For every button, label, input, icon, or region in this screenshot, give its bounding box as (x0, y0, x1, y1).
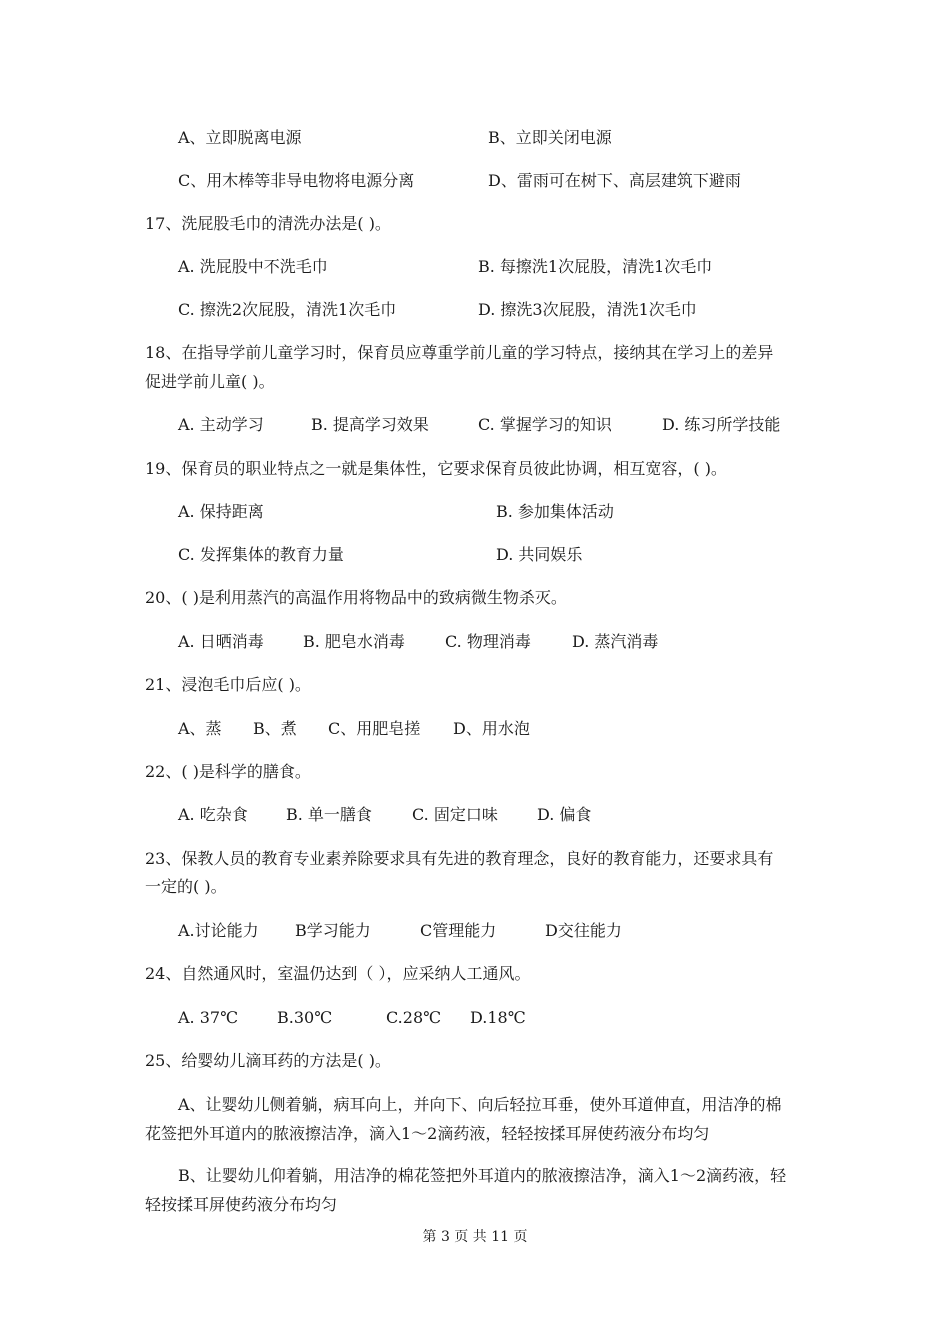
q18-stem-line1: 18、在指导学前儿童学习时，保育员应尊重学前儿童的学习特点，接纳其在学习上的差异 (145, 343, 774, 362)
q19-option-d: D. 共同娱乐 (496, 545, 583, 564)
q19-option-a: A. 保持距离 (178, 502, 264, 521)
q17-stem: 17、洗屁股毛巾的清洗办法是( )。 (145, 214, 391, 233)
q24-option-d: D.18℃ (470, 1008, 526, 1027)
q18-stem-line2: 促进学前儿童( )。 (145, 372, 275, 391)
q23-stem-line2: 一定的( )。 (145, 877, 227, 896)
q20-option-c: C. 物理消毒 (445, 632, 531, 651)
q24-option-b: B.30℃ (277, 1008, 333, 1027)
q23-option-a: A.讨论能力 (178, 921, 259, 940)
q16-option-b: B、立即关闭电源 (488, 128, 612, 147)
q25-option-a-line2: 花签把外耳道内的脓液擦洁净，滴入1～2滴药液，轻轻按揉耳屏使药液分布均匀 (145, 1124, 710, 1143)
q18-option-b: B. 提高学习效果 (311, 415, 429, 434)
q16-option-a: A、立即脱离电源 (178, 128, 302, 147)
q25-stem: 25、给婴幼儿滴耳药的方法是( )。 (145, 1051, 391, 1070)
q21-option-d: D、用水泡 (453, 719, 530, 738)
q22-option-a: A. 吃杂食 (178, 805, 248, 824)
q19-option-b: B. 参加集体活动 (496, 502, 614, 521)
q19-option-c: C. 发挥集体的教育力量 (178, 545, 344, 564)
q18-option-d: D. 练习所学技能 (662, 415, 781, 434)
q22-stem: 22、( )是科学的膳食。 (145, 762, 311, 781)
q17-option-a: A. 洗屁股中不洗毛巾 (178, 257, 328, 276)
q22-option-d: D. 偏食 (537, 805, 592, 824)
q17-option-d: D. 擦洗3次屁股，清洗1次毛巾 (478, 300, 697, 319)
q24-option-a: A. 37℃ (178, 1008, 238, 1027)
q18-option-a: A. 主动学习 (178, 415, 264, 434)
q25-option-b-line2: 轻按揉耳屏使药液分布均匀 (145, 1195, 338, 1214)
q21-option-c: C、用肥皂搓 (328, 719, 421, 738)
q21-stem: 21、浸泡毛巾后应( )。 (145, 675, 311, 694)
q16-option-c: C、用木棒等非导电物将电源分离 (178, 171, 415, 190)
q23-option-d: D交往能力 (545, 921, 622, 940)
q20-stem: 20、( )是利用蒸汽的高温作用将物品中的致病微生物杀灭。 (145, 588, 567, 607)
q18-option-c: C. 掌握学习的知识 (478, 415, 612, 434)
q20-option-a: A. 日晒消毒 (178, 632, 264, 651)
q19-stem: 19、保育员的职业特点之一就是集体性，它要求保育员彼此协调，相互宽容，( )。 (145, 459, 727, 478)
q24-option-c: C.28℃ (386, 1008, 442, 1027)
q24-stem: 24、自然通风时，室温仍达到（ ），应采纳人工通风。 (145, 964, 531, 983)
q25-option-a-line1: A、让婴幼儿侧着躺，病耳向上，并向下、向后轻拉耳垂，使外耳道伸直，用洁净的棉 (178, 1095, 782, 1114)
q23-option-c: C管理能力 (420, 921, 497, 940)
q22-option-c: C. 固定口味 (412, 805, 498, 824)
q25-option-b-line1: B、让婴幼儿仰着躺，用洁净的棉花签把外耳道内的脓液擦洁净，滴入1～2滴药液，轻 (178, 1166, 787, 1185)
q22-option-b: B. 单一膳食 (286, 805, 372, 824)
q21-option-b: B、煮 (253, 719, 297, 738)
q23-option-b: B学习能力 (295, 921, 371, 940)
q20-option-b: B. 肥皂水消毒 (303, 632, 405, 651)
q20-option-d: D. 蒸汽消毒 (572, 632, 659, 651)
page-footer: 第 3 页 共 11 页 (422, 1229, 528, 1245)
q21-option-a: A、蒸 (178, 719, 222, 738)
q23-stem-line1: 23、保教人员的教育专业素养除要求具有先进的教育理念，良好的教育能力，还要求具有 (145, 849, 774, 868)
q17-option-c: C. 擦洗2次屁股，清洗1次毛巾 (178, 300, 397, 319)
q16-option-d: D、雷雨可在树下、高层建筑下避雨 (488, 171, 741, 190)
q17-option-b: B. 每擦洗1次屁股，清洗1次毛巾 (478, 257, 713, 276)
